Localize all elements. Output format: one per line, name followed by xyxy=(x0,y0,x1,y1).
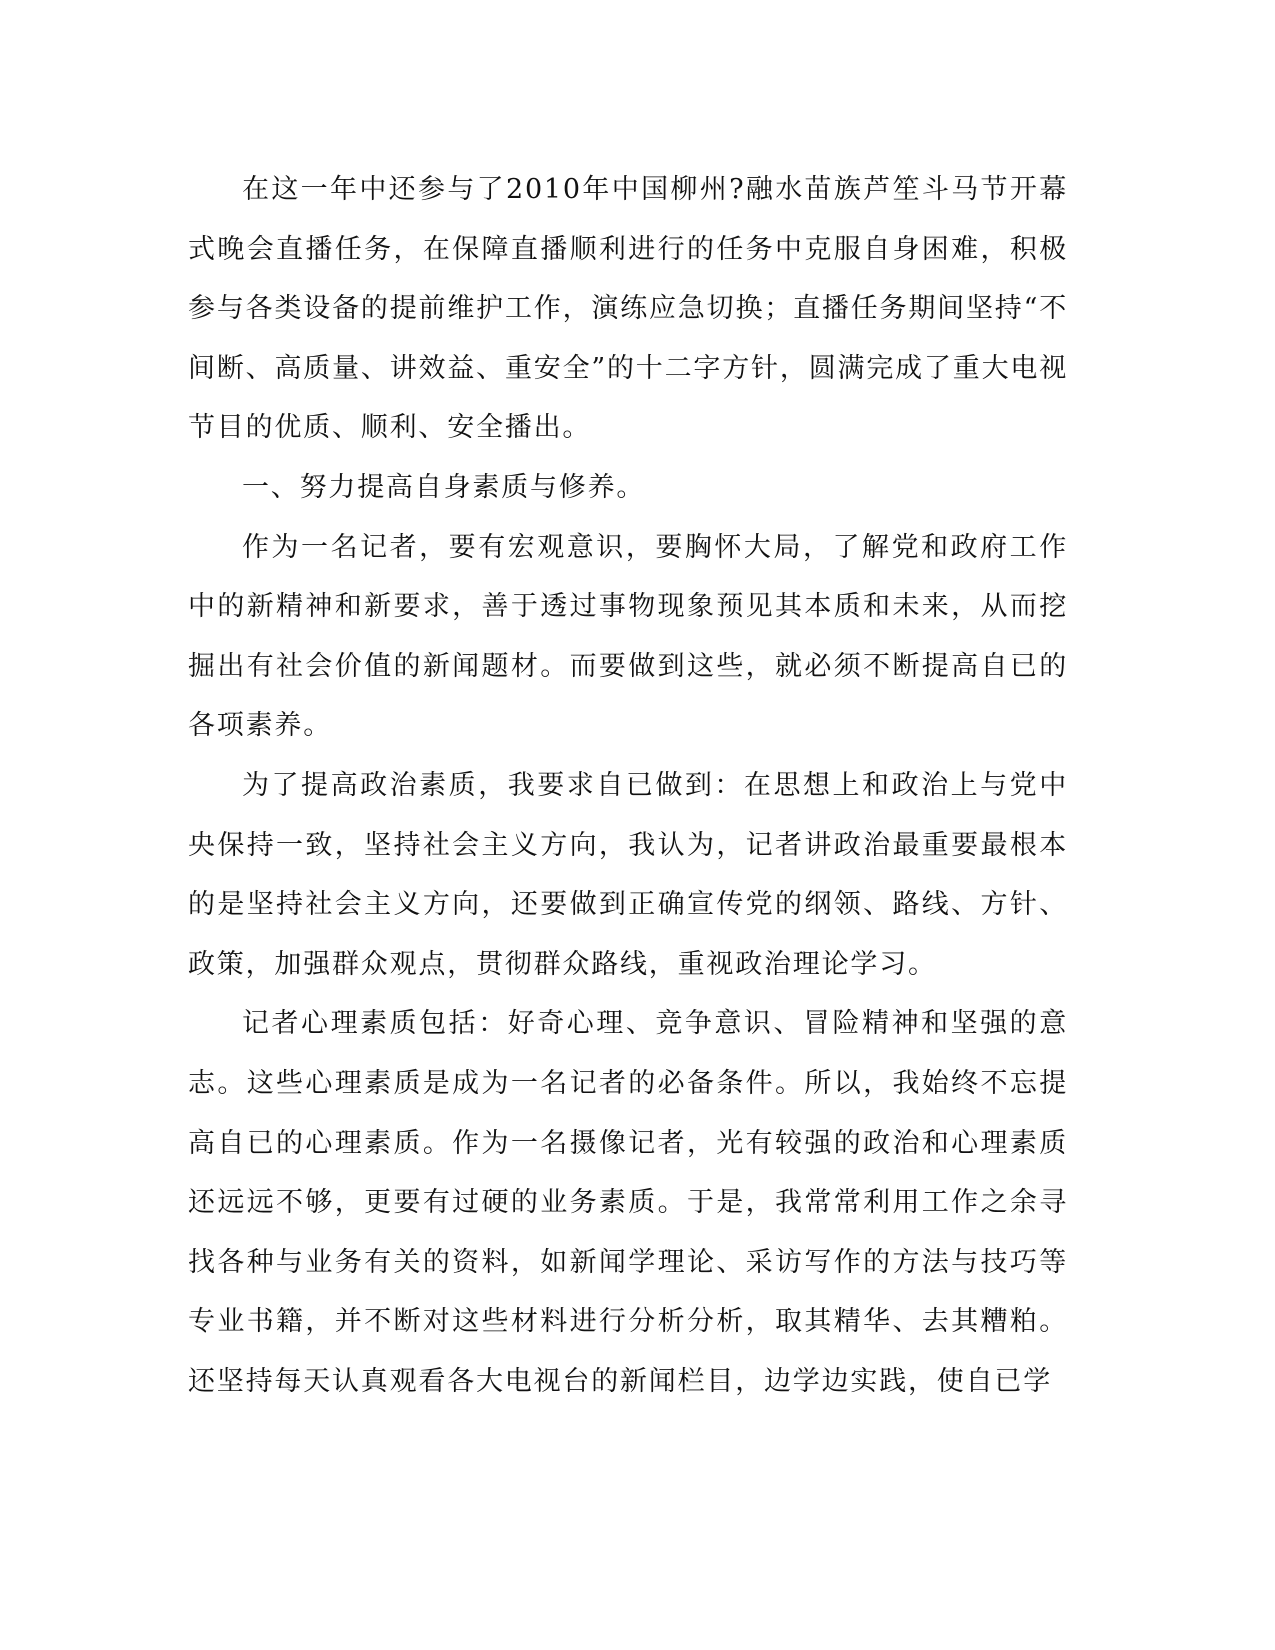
paragraph-journalist-awareness: 作为一名记者，要有宏观意识，要胸怀大局，了解党和政府工作中的新精神和新要求，善于透过事物现象预见其本质和未来，从而挖掘出有社会价值的新闻题材。而要做到这些，就必须不断提高自已的各项素养。 xyxy=(188,531,1068,742)
paragraph-political-quality: 为了提高政治素质，我要求自已做到：在思想上和政治上与党中央保持一致，坚持社会主义方向，我认为，记者讲政治最重要最根本的是坚持社会主义方向，还要做到正确宣传党的纲领、路线、方针、政策，加强群众观点，贯彻群众路线，重视政治理论学习。 xyxy=(188,769,1068,980)
paragraph-psychological-quality: 记者心理素质包括：好奇心理、竞争意识、冒险精神和坚强的意志。这些心理素质是成为一名记者的必备条件。所以，我始终不忘提高自已的心理素质。作为一名摄像记者，光有较强的政治和心理素质还远远不够，更要有过硬的业务素质。于是，我常常利用工作之余寻找各种与业务有关的资料，如新闻学理论、采访写作的方法与技巧等专业书籍，并不断对这些材料进行分析分析，取其精华、去其糟粕。还坚持每天认真观看各大电视台的新闻栏目，边学边实践，使自已学 xyxy=(188,1008,1068,1397)
document-body xyxy=(188,160,1068,1411)
paragraph-live-broadcast: 在这一年中还参与了2010年中国柳州?融水苗族芦笙斗马节开幕式晚会直播任务，在保障直播顺利进行的任务中克服自身困难，积极参与各类设备的提前维护工作，演练应急切换；直播任务期间坚持“不间断、高质量、讲效益、重安全”的十二字方针，圆满完成了重大电视节目的优质、顺利、安全播出。 xyxy=(188,174,1068,444)
section-heading-self-improvement: 一、努力提高自身素质与修养。 xyxy=(242,471,646,503)
